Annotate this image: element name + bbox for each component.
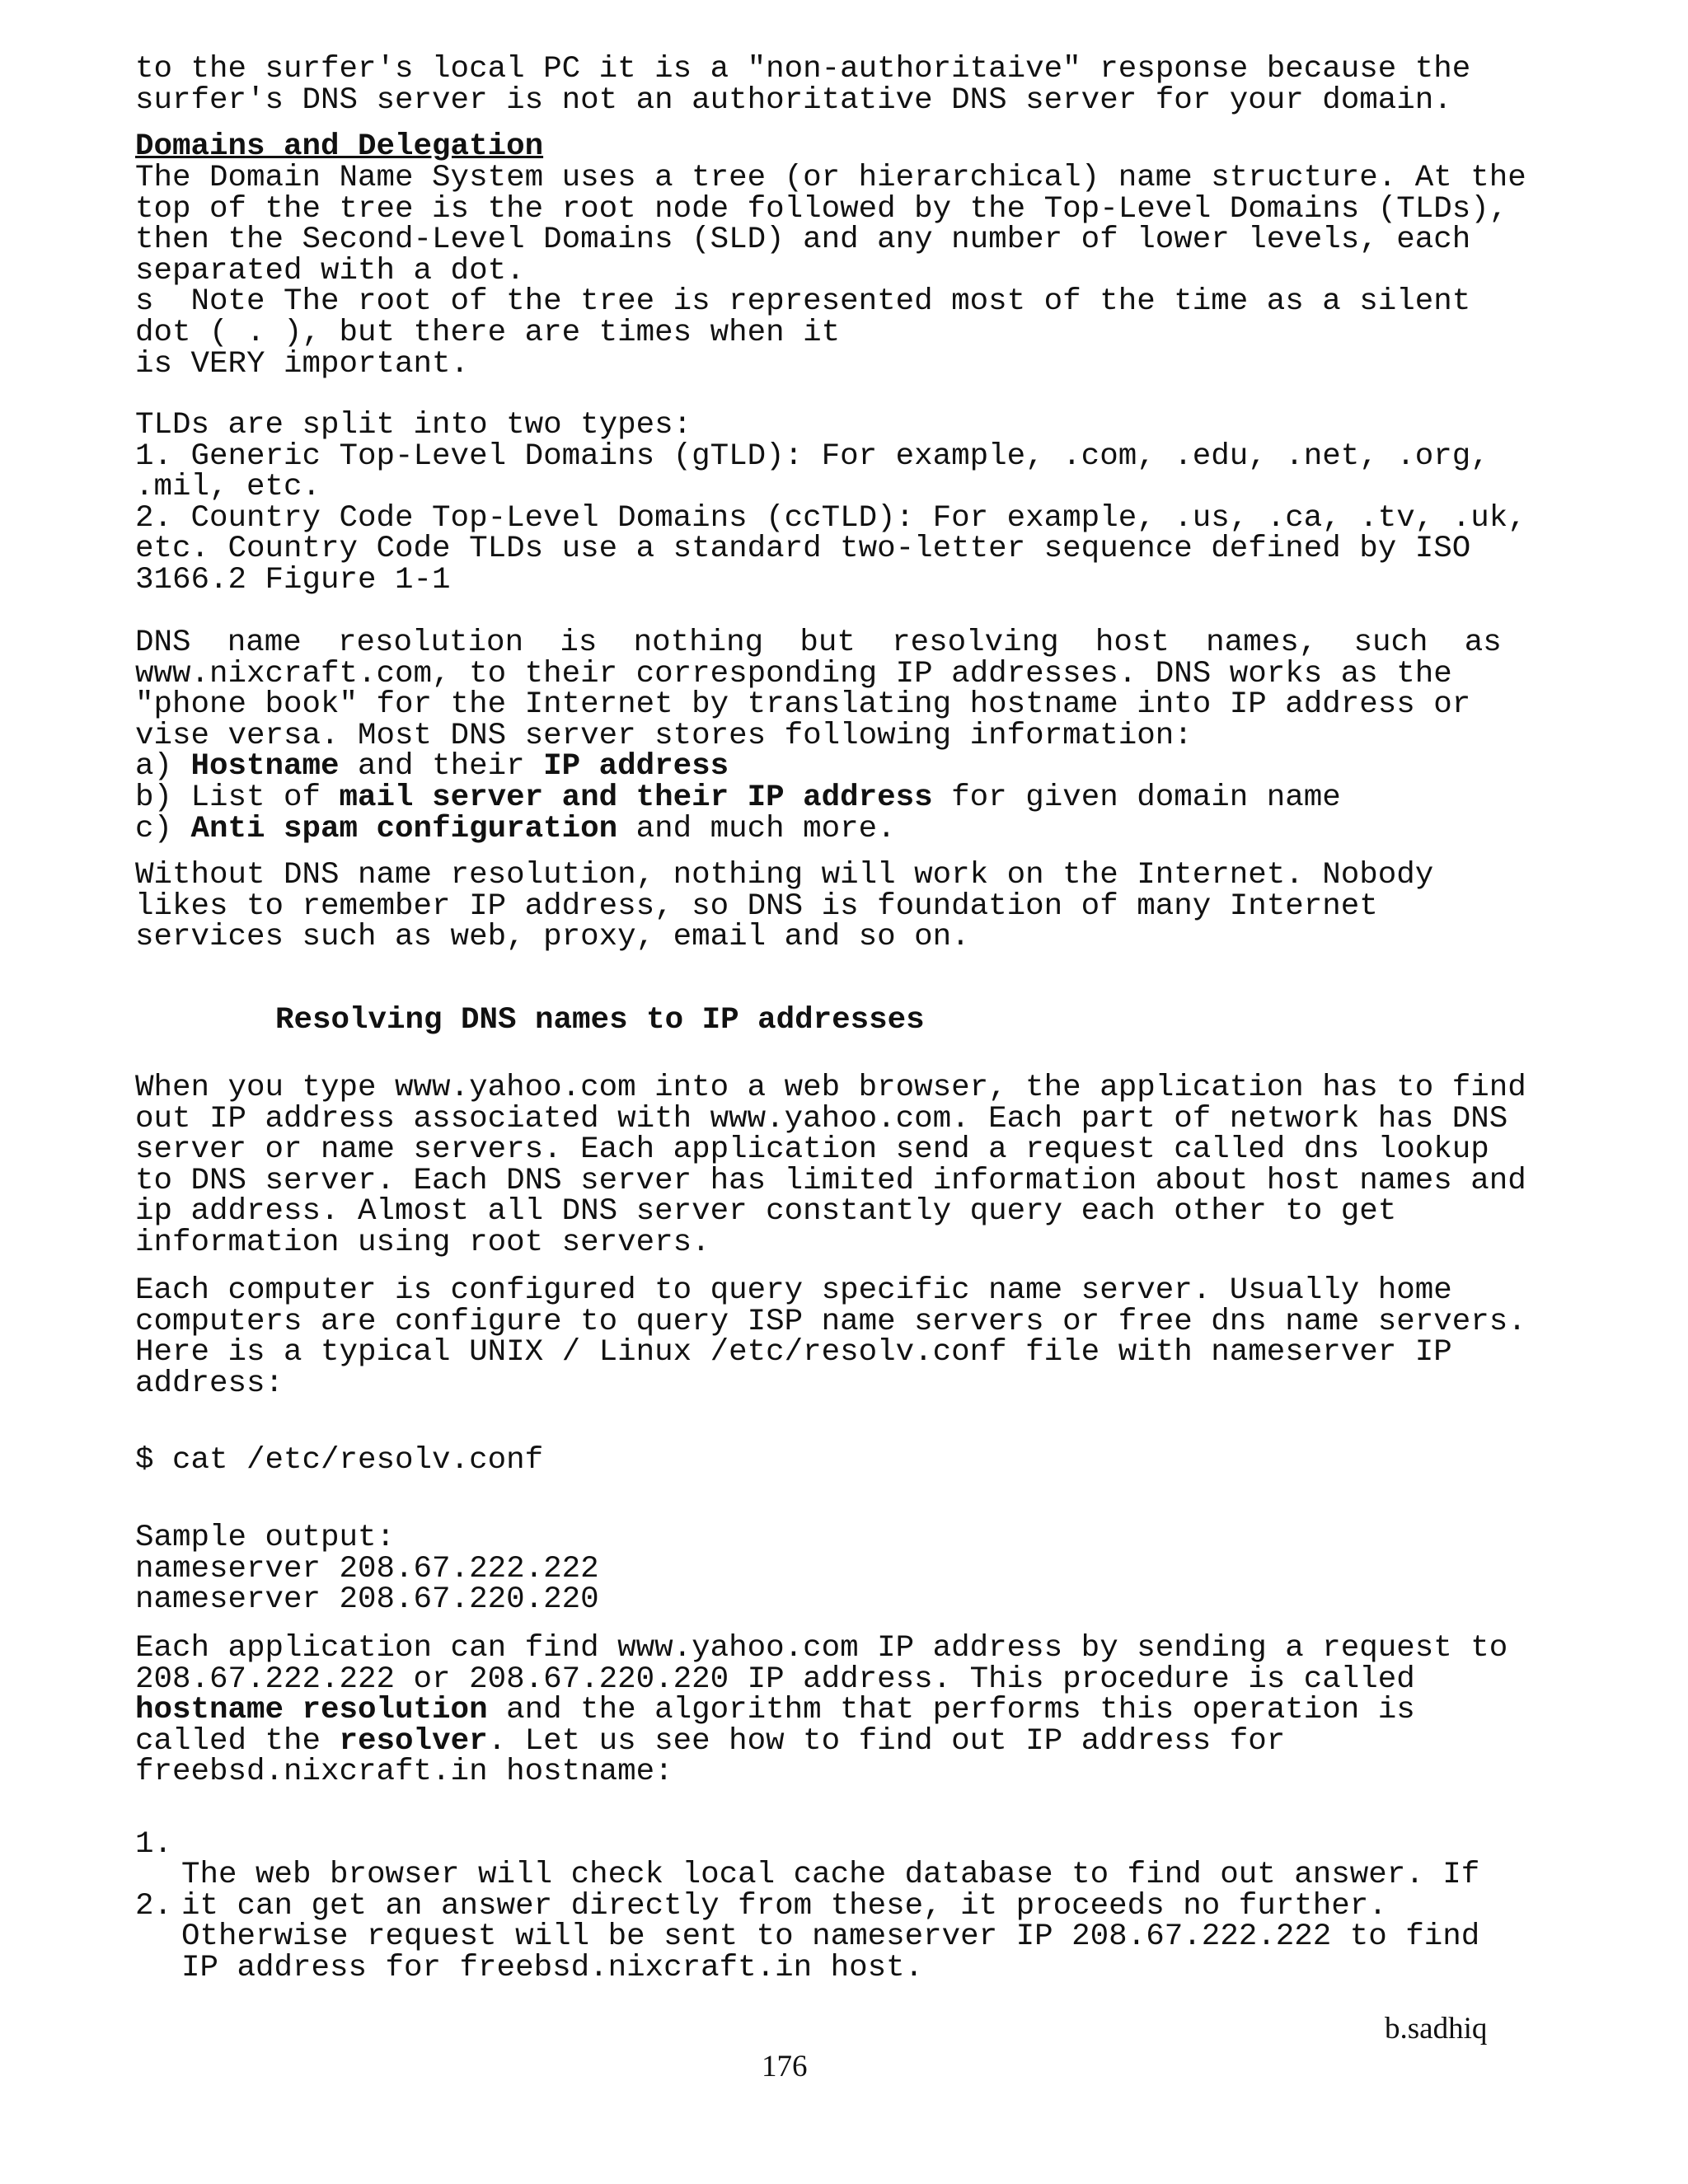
resolution-line: DNS name resolution is nothing but resolving host names, such as [135, 626, 1502, 660]
sample-label: Sample output: [135, 1521, 396, 1555]
tlds-intro: TLDs are split into two types: [135, 408, 692, 443]
p3-line: 208.67.222.222 or 208.67.220.220 IP address. This procedure is called [135, 1661, 1415, 1697]
resolution-line: www.nixcraft.com, to their corresponding IP addresses. DNS works as the [135, 656, 1452, 691]
resolving-line: ip address. Almost all DNS server constantly query each other to get [135, 1194, 1397, 1230]
resolution-item-a [135, 749, 729, 784]
intro-line-2: surfer's DNS server is not an authoritative DNS server for your domain. [135, 82, 1452, 118]
command-text: $ cat /etc/resolv.conf [135, 1443, 544, 1478]
sample-line: nameserver 208.67.220.220 [135, 1582, 599, 1618]
p3-line: and the algorithm that performs this operation is [487, 1693, 1415, 1728]
gtld-line: 1. Generic Top-Level Domains (gTLD): For example, .com, .edu, .net, .org, [135, 438, 1489, 474]
step-number: 1. [135, 1826, 173, 1862]
step-line: Otherwise request will be sent to nameserver IP 208.67.222.222 to find [181, 1919, 1480, 1955]
resolution-item-c [135, 812, 896, 846]
note-line: s Note The root of the tree is represented most of the time as a silent [135, 284, 1471, 320]
intro-line-1: to the surfer's local PC it is a "non-authoritaive" response because the [135, 52, 1471, 87]
resolution-line: vise versa. Most DNS server stores following information: [135, 718, 1193, 753]
resolving-line: to DNS server. Each DNS server has limited information about host names and [135, 1163, 1526, 1198]
sample-output [135, 1523, 599, 1616]
resolving-line: out IP address associated with www.yahoo.com. Each part of network has DNS [135, 1101, 1508, 1137]
gtld-line: .mil, etc. [135, 470, 321, 505]
item-prefix: c) [135, 811, 191, 846]
note-line: dot ( . ), but there are times when it [135, 315, 841, 350]
domains-line: separated with a dot. [135, 253, 525, 288]
item-text: and their [339, 749, 544, 785]
without-dns-paragraph [135, 860, 1433, 954]
without-line: likes to remember IP address, so DNS is foundation of many Internet [135, 888, 1378, 924]
step-item-2 [135, 1860, 1536, 1984]
item-bold: mail server and their IP address [339, 780, 933, 815]
cctld-line: 3166.2 Figure 1-1 [135, 562, 451, 598]
resolving-line: Here is a typical UNIX / Linux /etc/resolv.conf file with nameserver IP [135, 1335, 1452, 1371]
resolution-paragraph [135, 628, 1502, 845]
item-bold: Hostname [190, 749, 340, 785]
resolving-line: Each computer is configured to query specific name server. Usually home [135, 1273, 1452, 1308]
item-prefix: b) List of [135, 780, 340, 815]
p3-line: freebsd.nixcraft.in hostname: [135, 1755, 673, 1790]
item-bold: Anti spam configuration [190, 811, 618, 846]
item-bold: IP address [543, 749, 729, 785]
domains-line: The Domain Name System uses a tree (or hierarchical) name structure. At the [135, 161, 1526, 195]
resolving-line: server or name servers. Each application send a request called dns lookup [135, 1132, 1489, 1168]
step-line: IP address for freebsd.nixcraft.in host. [181, 1950, 924, 1985]
resolution-line: "phone book" for the Internet by translating hostname into IP address or [135, 687, 1471, 723]
item-text: for given domain name [932, 780, 1341, 815]
step-text [181, 1919, 1480, 1985]
resolving-paragraph-2 [135, 1273, 1526, 1401]
step-number: 2. [135, 1888, 173, 1924]
without-line: services such as web, proxy, email and so on. [135, 920, 970, 955]
resolving-paragraph-3 [135, 1633, 1507, 1788]
p3-bold: hostname resolution [135, 1693, 488, 1728]
resolving-line: When you type www.yahoo.com into a web browser, the application has to find [135, 1071, 1526, 1105]
tlds-paragraph [135, 410, 1526, 597]
domains-paragraph [135, 163, 1526, 380]
resolving-line: information using root servers. [135, 1225, 710, 1260]
item-prefix: a) [135, 749, 191, 785]
resolving-line: computers are configure to query ISP name servers or free dns name servers. [135, 1304, 1526, 1339]
step-line: The web browser will check local cache database to find out answer. If [181, 1858, 1480, 1893]
without-line: Without DNS name resolution, nothing will work on the Internet. Nobody [135, 858, 1434, 893]
resolving-line: address: [135, 1366, 284, 1401]
section-heading-domains [135, 129, 544, 164]
step-line: it can get an answer directly from these, it proceeds no further. [181, 1888, 1387, 1924]
footer-author: b.sadhiq [1385, 2012, 1488, 2046]
command-line [135, 1443, 544, 1478]
item-text: and much more. [617, 811, 896, 846]
note-line: is VERY important. [135, 346, 470, 382]
section-heading-resolving [275, 1005, 925, 1037]
cctld-line: 2. Country Code Top-Level Domains (ccTLD): For example, .us, .ca, .tv, .uk, [135, 500, 1526, 536]
domains-line: top of the tree is the root node followed by the Top-Level Domains (TLDs), [135, 191, 1508, 227]
resolving-heading-text: Resolving DNS names to IP addresses [275, 1003, 925, 1038]
domains-line: then the Second-Level Domains (SLD) and any number of lower levels, each [135, 223, 1471, 258]
p3-line: Each application can find www.yahoo.com IP address by sending a request to [135, 1631, 1508, 1666]
page-number: 176 [762, 2050, 808, 2083]
p3-line: called the [135, 1723, 340, 1759]
domains-heading-text: Domains and Delegation [135, 129, 544, 164]
p3-line: . Let us see how to find out IP address for [487, 1723, 1286, 1759]
resolving-paragraph-1 [135, 1073, 1526, 1259]
p3-bold: resolver [339, 1723, 488, 1759]
resolution-item-b [135, 780, 1341, 815]
cctld-line: etc. Country Code TLDs use a standard two-letter sequence defined by ISO [135, 532, 1471, 567]
sample-line: nameserver 208.67.222.222 [135, 1551, 599, 1586]
intro-text [135, 54, 1470, 116]
